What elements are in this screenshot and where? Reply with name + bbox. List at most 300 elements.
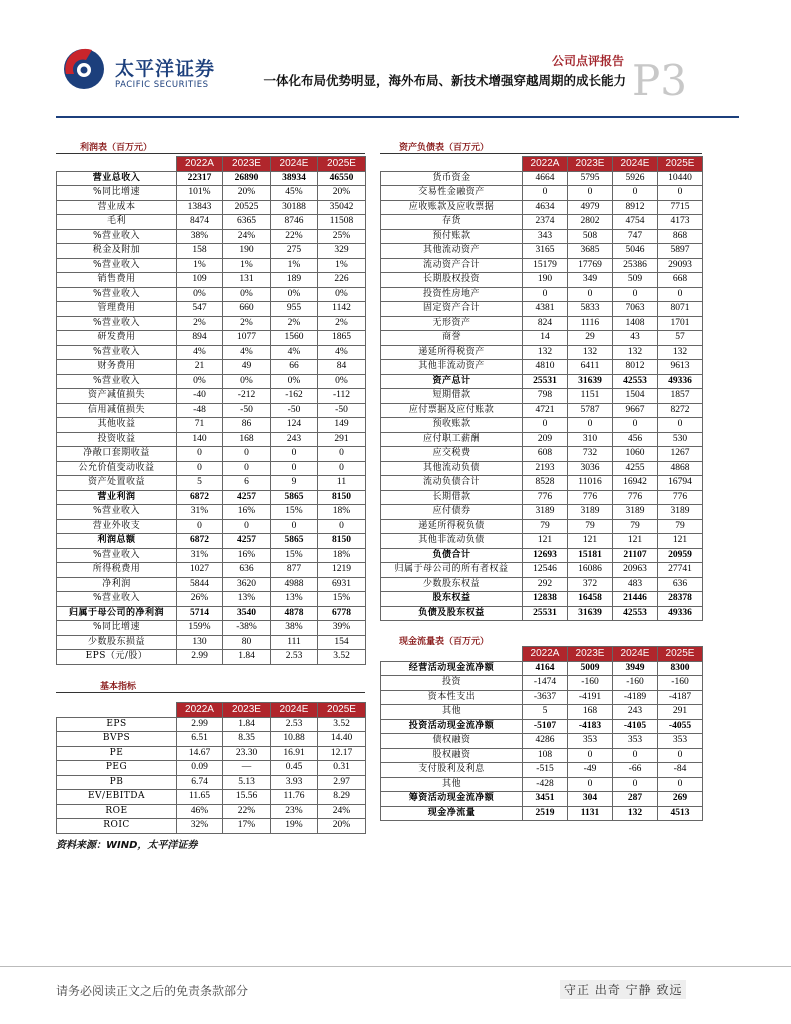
value-cell: — xyxy=(223,761,271,776)
table-header-row xyxy=(57,157,366,172)
value-cell: 547 xyxy=(177,302,223,317)
value-cell: 79 xyxy=(523,519,568,534)
row-label: %营业收入 xyxy=(57,229,177,244)
value-cell: 13843 xyxy=(177,200,223,215)
value-cell: 14.67 xyxy=(177,746,223,761)
value-cell: -49 xyxy=(568,763,613,778)
table-row xyxy=(57,316,366,331)
value-cell: 159% xyxy=(177,621,223,636)
value-cell: 9667 xyxy=(613,403,658,418)
value-cell: 3.93 xyxy=(271,775,318,790)
value-cell: 0% xyxy=(223,287,271,302)
value-cell: 168 xyxy=(568,705,613,720)
table-row xyxy=(57,360,366,375)
value-cell: 49 xyxy=(223,360,271,375)
table-row xyxy=(57,819,366,834)
value-cell: 0 xyxy=(568,777,613,792)
value-cell: 776 xyxy=(523,490,568,505)
row-label: 长期借款 xyxy=(381,490,523,505)
value-cell: 1151 xyxy=(568,389,613,404)
value-cell: -50 xyxy=(318,403,366,418)
value-cell: 2% xyxy=(318,316,366,331)
table-row xyxy=(381,360,703,375)
row-label: 其他流动资产 xyxy=(381,244,523,259)
header-blank-cell xyxy=(381,157,523,172)
row-label: 营业利润 xyxy=(57,490,177,505)
value-cell: 0% xyxy=(318,287,366,302)
value-cell: 0 xyxy=(613,287,658,302)
table-row xyxy=(381,403,703,418)
row-label: 信用减值损失 xyxy=(57,403,177,418)
table-row xyxy=(57,650,366,665)
value-cell: 49336 xyxy=(658,606,703,621)
value-cell: 168 xyxy=(223,432,271,447)
value-cell: 15% xyxy=(271,548,318,563)
table-row xyxy=(57,244,366,259)
row-label: 债权融资 xyxy=(381,734,523,749)
value-cell: 124 xyxy=(271,418,318,433)
value-cell: 15181 xyxy=(568,548,613,563)
value-cell: 1116 xyxy=(568,316,613,331)
value-cell: 35042 xyxy=(318,200,366,215)
income-statement-table xyxy=(56,156,366,665)
table-row xyxy=(381,763,703,778)
value-cell: 0 xyxy=(613,186,658,201)
value-cell: 11 xyxy=(318,476,366,491)
value-cell: 4721 xyxy=(523,403,568,418)
row-label: 交易性金融资产 xyxy=(381,186,523,201)
value-cell: 16.91 xyxy=(271,746,318,761)
value-cell: 38% xyxy=(271,621,318,636)
table-row xyxy=(381,447,703,462)
value-cell: 226 xyxy=(318,273,366,288)
value-cell: 20% xyxy=(223,186,271,201)
table-header-row xyxy=(381,157,703,172)
value-cell: 3.52 xyxy=(318,650,366,665)
value-cell: 2.99 xyxy=(177,717,223,732)
value-cell: 798 xyxy=(523,389,568,404)
row-label: 投资收益 xyxy=(57,432,177,447)
value-cell: 5787 xyxy=(568,403,613,418)
value-cell: 6.74 xyxy=(177,775,223,790)
value-cell: 4% xyxy=(223,345,271,360)
row-label: 预付账款 xyxy=(381,229,523,244)
value-cell: 668 xyxy=(658,273,703,288)
value-cell: 0 xyxy=(658,287,703,302)
year-header: 2024E xyxy=(271,703,318,718)
value-cell: -160 xyxy=(658,676,703,691)
value-cell: 824 xyxy=(523,316,568,331)
value-cell: 4634 xyxy=(523,200,568,215)
value-cell: -4189 xyxy=(613,690,658,705)
value-cell: 4878 xyxy=(271,606,318,621)
value-cell: 353 xyxy=(568,734,613,749)
logo-name-en: PACIFIC SECURITIES xyxy=(115,80,209,90)
value-cell: 149 xyxy=(318,418,366,433)
value-cell: 4868 xyxy=(658,461,703,476)
value-cell: 0% xyxy=(223,374,271,389)
row-label: 短期借款 xyxy=(381,389,523,404)
value-cell: -4105 xyxy=(613,719,658,734)
value-cell: 11508 xyxy=(318,215,366,230)
value-cell: 66 xyxy=(271,360,318,375)
report-headline: 一体化布局优势明显，海外布局、新技术增强穿越周期的成长能力 xyxy=(263,73,626,88)
row-label: 负债合计 xyxy=(381,548,523,563)
row-label: 其他 xyxy=(381,705,523,720)
value-cell: 4381 xyxy=(523,302,568,317)
table-row xyxy=(381,302,703,317)
value-cell: 8474 xyxy=(177,215,223,230)
value-cell: 3949 xyxy=(613,661,658,676)
value-cell: 776 xyxy=(658,490,703,505)
value-cell: 14 xyxy=(523,331,568,346)
value-cell: 5.13 xyxy=(223,775,271,790)
table-row xyxy=(57,200,366,215)
value-cell: 0.45 xyxy=(271,761,318,776)
row-label: 营业总收入 xyxy=(57,171,177,186)
row-label: 利润总额 xyxy=(57,534,177,549)
table-header-row xyxy=(57,703,366,718)
table-row xyxy=(381,777,703,792)
value-cell: 9613 xyxy=(658,360,703,375)
value-cell: 0 xyxy=(613,777,658,792)
table-row xyxy=(381,229,703,244)
value-cell: 291 xyxy=(318,432,366,447)
value-cell: 31% xyxy=(177,548,223,563)
value-cell: 190 xyxy=(523,273,568,288)
value-cell: 2.53 xyxy=(271,717,318,732)
value-cell: 13% xyxy=(223,592,271,607)
row-label: BVPS xyxy=(57,732,177,747)
value-cell: 3189 xyxy=(658,505,703,520)
value-cell: 8746 xyxy=(271,215,318,230)
value-cell: 0.09 xyxy=(177,761,223,776)
row-label: 公允价值变动收益 xyxy=(57,461,177,476)
row-label: 毛利 xyxy=(57,215,177,230)
value-cell: 0 xyxy=(223,461,271,476)
value-cell: 8912 xyxy=(613,200,658,215)
row-label: %营业收入 xyxy=(57,592,177,607)
value-cell: 38% xyxy=(177,229,223,244)
table-row xyxy=(381,534,703,549)
value-cell: -4191 xyxy=(568,690,613,705)
value-cell: 15% xyxy=(271,505,318,520)
value-cell: 0 xyxy=(223,519,271,534)
value-cell: -515 xyxy=(523,763,568,778)
table-row xyxy=(57,273,366,288)
value-cell: 0 xyxy=(177,519,223,534)
value-cell: 3189 xyxy=(568,505,613,520)
value-cell: 287 xyxy=(613,792,658,807)
value-cell: 31639 xyxy=(568,606,613,621)
value-cell: 5926 xyxy=(613,171,658,186)
value-cell: 45% xyxy=(271,186,318,201)
value-cell: 132 xyxy=(523,345,568,360)
value-cell: 0 xyxy=(568,748,613,763)
value-cell: 353 xyxy=(658,734,703,749)
row-label: 资产减值损失 xyxy=(57,389,177,404)
row-label: 营业成本 xyxy=(57,200,177,215)
value-cell: 4664 xyxy=(523,171,568,186)
table-row xyxy=(57,621,366,636)
row-label: 其他收益 xyxy=(57,418,177,433)
value-cell: -50 xyxy=(223,403,271,418)
table-row xyxy=(381,806,703,821)
value-cell: 79 xyxy=(568,519,613,534)
value-cell: 8300 xyxy=(658,661,703,676)
value-cell: 121 xyxy=(568,534,613,549)
value-cell: 2.99 xyxy=(177,650,223,665)
table-row xyxy=(381,476,703,491)
value-cell: 23.30 xyxy=(223,746,271,761)
value-cell: 291 xyxy=(658,705,703,720)
value-cell: 1142 xyxy=(318,302,366,317)
table-row xyxy=(381,273,703,288)
value-cell: 4988 xyxy=(271,577,318,592)
table-row xyxy=(57,577,366,592)
table-row xyxy=(381,548,703,563)
value-cell: 660 xyxy=(223,302,271,317)
value-cell: -160 xyxy=(568,676,613,691)
value-cell: 894 xyxy=(177,331,223,346)
value-cell: 353 xyxy=(613,734,658,749)
table-row xyxy=(381,592,703,607)
value-cell: 508 xyxy=(568,229,613,244)
value-cell: 2374 xyxy=(523,215,568,230)
row-label: %营业收入 xyxy=(57,505,177,520)
value-cell: 140 xyxy=(177,432,223,447)
value-cell: 8150 xyxy=(318,490,366,505)
value-cell: 3189 xyxy=(523,505,568,520)
value-cell: 1408 xyxy=(613,316,658,331)
value-cell: 80 xyxy=(223,635,271,650)
row-label: 净敞口套期收益 xyxy=(57,447,177,462)
row-label: 净利润 xyxy=(57,577,177,592)
value-cell: 31% xyxy=(177,505,223,520)
value-cell: 4513 xyxy=(658,806,703,821)
year-header: 2022A xyxy=(523,647,568,662)
row-label: 税金及附加 xyxy=(57,244,177,259)
value-cell: 0 xyxy=(271,519,318,534)
value-cell: 1219 xyxy=(318,563,366,578)
value-cell: 121 xyxy=(613,534,658,549)
row-label: 递延所得税资产 xyxy=(381,345,523,360)
value-cell: 38934 xyxy=(271,171,318,186)
value-cell: 1077 xyxy=(223,331,271,346)
row-label: 应付票据及应付账款 xyxy=(381,403,523,418)
value-cell: 12546 xyxy=(523,563,568,578)
value-cell: 43 xyxy=(613,331,658,346)
row-label: 无形资产 xyxy=(381,316,523,331)
table-row xyxy=(57,287,366,302)
value-cell: 20525 xyxy=(223,200,271,215)
value-cell: 49336 xyxy=(658,374,703,389)
value-cell: 2% xyxy=(177,316,223,331)
value-cell: 3685 xyxy=(568,244,613,259)
value-cell: 483 xyxy=(613,577,658,592)
table-row xyxy=(381,748,703,763)
table-row xyxy=(57,732,366,747)
row-label: EPS xyxy=(57,717,177,732)
value-cell: 57 xyxy=(658,331,703,346)
value-cell: 130 xyxy=(177,635,223,650)
header-blank-cell xyxy=(57,703,177,718)
table-row xyxy=(57,476,366,491)
value-cell: 4257 xyxy=(223,490,271,505)
value-cell: 0 xyxy=(177,447,223,462)
value-cell: 1560 xyxy=(271,331,318,346)
year-header: 2024E xyxy=(271,157,318,172)
value-cell: 636 xyxy=(223,563,271,578)
value-cell: 15179 xyxy=(523,258,568,273)
value-cell: 2% xyxy=(271,316,318,331)
row-label: 股东权益 xyxy=(381,592,523,607)
table-row xyxy=(381,676,703,691)
row-label: 归属于母公司的净利润 xyxy=(57,606,177,621)
value-cell: 310 xyxy=(568,432,613,447)
value-cell: 7063 xyxy=(613,302,658,317)
value-cell: -1474 xyxy=(523,676,568,691)
table-row xyxy=(381,316,703,331)
row-label: PB xyxy=(57,775,177,790)
value-cell: 1701 xyxy=(658,316,703,331)
value-cell: 4257 xyxy=(223,534,271,549)
year-header: 2024E xyxy=(613,157,658,172)
value-cell: 0 xyxy=(658,748,703,763)
value-cell: 0 xyxy=(271,461,318,476)
value-cell: 304 xyxy=(568,792,613,807)
table-row xyxy=(381,577,703,592)
value-cell: 0% xyxy=(177,287,223,302)
value-cell: 1% xyxy=(223,258,271,273)
value-cell: 28378 xyxy=(658,592,703,607)
balance-title: 资产负债表（百万元） xyxy=(399,143,490,153)
value-cell: 154 xyxy=(318,635,366,650)
value-cell: 12.17 xyxy=(318,746,366,761)
value-cell: 86 xyxy=(223,418,271,433)
row-label: PEG xyxy=(57,761,177,776)
row-label: 负债及股东权益 xyxy=(381,606,523,621)
value-cell: -48 xyxy=(177,403,223,418)
value-cell: 25% xyxy=(318,229,366,244)
value-cell: 13% xyxy=(271,592,318,607)
value-cell: 11.65 xyxy=(177,790,223,805)
value-cell: 2802 xyxy=(568,215,613,230)
value-cell: 8012 xyxy=(613,360,658,375)
year-header: 2023E xyxy=(223,703,271,718)
year-header: 2023E xyxy=(568,647,613,662)
value-cell: 15.56 xyxy=(223,790,271,805)
value-cell: 3451 xyxy=(523,792,568,807)
value-cell: 0% xyxy=(271,287,318,302)
footer-divider xyxy=(0,966,791,967)
table-row xyxy=(57,389,366,404)
value-cell: 372 xyxy=(568,577,613,592)
value-cell: 16% xyxy=(223,505,271,520)
value-cell: 189 xyxy=(271,273,318,288)
value-cell: 0% xyxy=(271,374,318,389)
table-row xyxy=(57,432,366,447)
value-cell: -38% xyxy=(223,621,271,636)
value-cell: 0% xyxy=(177,374,223,389)
value-cell: 22% xyxy=(271,229,318,244)
value-cell: 0 xyxy=(271,447,318,462)
table-row xyxy=(381,331,703,346)
table-row xyxy=(57,258,366,273)
table-row xyxy=(57,171,366,186)
row-label: ROIC xyxy=(57,819,177,834)
value-cell: 1% xyxy=(271,258,318,273)
value-cell: 6365 xyxy=(223,215,271,230)
cashflow-title: 现金流量表（百万元） xyxy=(399,637,490,647)
row-label: 少数股东权益 xyxy=(381,577,523,592)
row-label: 销售费用 xyxy=(57,273,177,288)
table-row xyxy=(381,287,703,302)
table-row xyxy=(57,229,366,244)
value-cell: 16086 xyxy=(568,563,613,578)
table-row xyxy=(57,761,366,776)
value-cell: 0 xyxy=(613,748,658,763)
row-label: 流动资产合计 xyxy=(381,258,523,273)
value-cell: 24% xyxy=(318,804,366,819)
value-cell: 243 xyxy=(271,432,318,447)
value-cell: 121 xyxy=(523,534,568,549)
value-cell: 3036 xyxy=(568,461,613,476)
value-cell: -4055 xyxy=(658,719,703,734)
table-row xyxy=(57,548,366,563)
value-cell: 3540 xyxy=(223,606,271,621)
value-cell: 0 xyxy=(318,447,366,462)
value-cell: 3620 xyxy=(223,577,271,592)
table-row xyxy=(381,792,703,807)
value-cell: 20% xyxy=(318,819,366,834)
year-header: 2023E xyxy=(223,157,271,172)
value-cell: 955 xyxy=(271,302,318,317)
value-cell: 4979 xyxy=(568,200,613,215)
row-label: 投资 xyxy=(381,676,523,691)
value-cell: 5046 xyxy=(613,244,658,259)
row-label: 应收账款及应收票据 xyxy=(381,200,523,215)
value-cell: 0 xyxy=(658,418,703,433)
value-cell: 108 xyxy=(523,748,568,763)
value-cell: 79 xyxy=(658,519,703,534)
value-cell: 11.76 xyxy=(271,790,318,805)
table-row xyxy=(57,790,366,805)
value-cell: 4286 xyxy=(523,734,568,749)
table-row xyxy=(57,534,366,549)
header-blank-cell xyxy=(57,157,177,172)
row-label: %营业收入 xyxy=(57,258,177,273)
value-cell: 121 xyxy=(658,534,703,549)
row-label: 营业外收支 xyxy=(57,519,177,534)
year-header: 2025E xyxy=(318,703,366,718)
value-cell: 46% xyxy=(177,804,223,819)
income-title-rule xyxy=(56,153,365,154)
report-type: 公司点评报告 xyxy=(551,54,624,68)
value-cell: 776 xyxy=(613,490,658,505)
row-label: 其他非流动负债 xyxy=(381,534,523,549)
value-cell: -50 xyxy=(271,403,318,418)
value-cell: 84 xyxy=(318,360,366,375)
year-header: 2023E xyxy=(568,157,613,172)
value-cell: 12693 xyxy=(523,548,568,563)
value-cell: 9 xyxy=(271,476,318,491)
value-cell: 1857 xyxy=(658,389,703,404)
value-cell: 776 xyxy=(568,490,613,505)
value-cell: 10440 xyxy=(658,171,703,186)
value-cell: 6.51 xyxy=(177,732,223,747)
value-cell: 18% xyxy=(318,505,366,520)
